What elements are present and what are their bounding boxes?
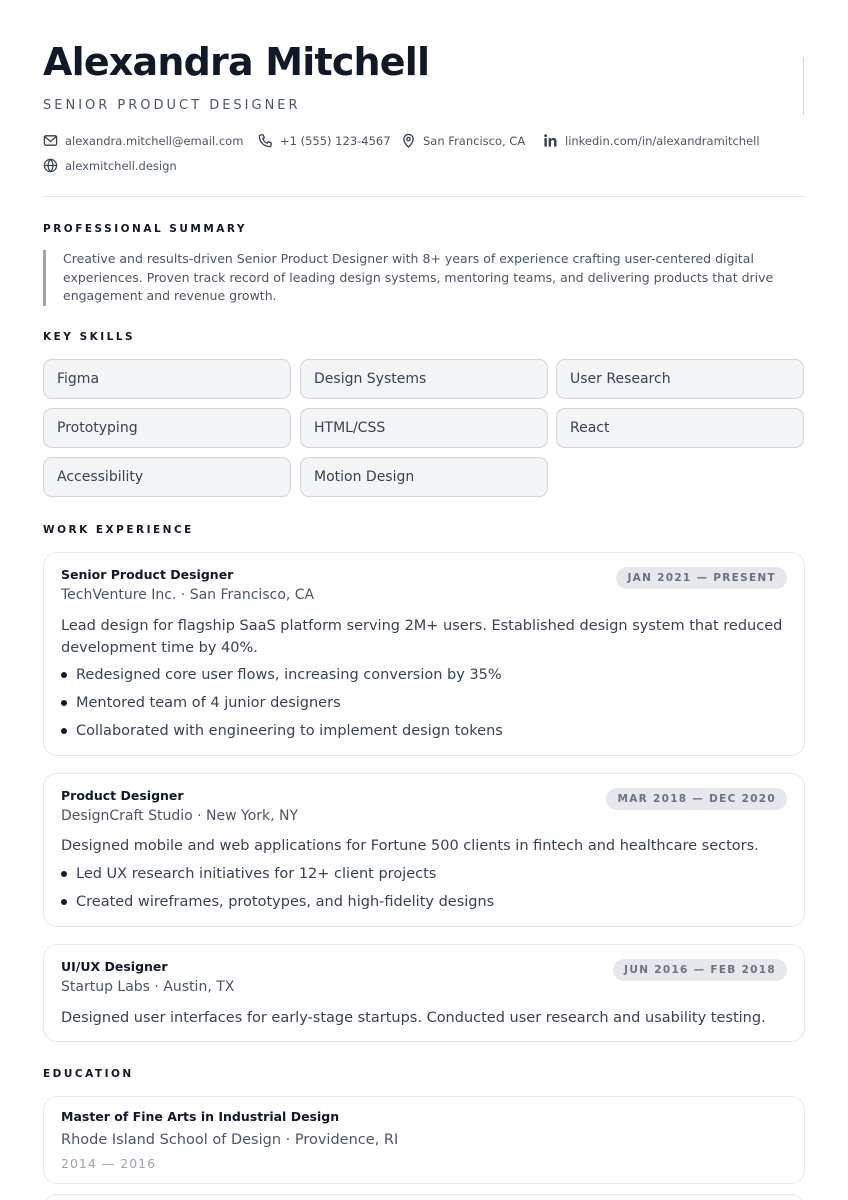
job-company: Startup Labs · Austin, TX — [61, 979, 235, 995]
job-description: Designed mobile and web applications for Fortune 500 clients in fintech and healthcare sectors. — [61, 838, 759, 854]
linkedin-icon — [543, 133, 558, 148]
job-title: Senior Product Designer — [61, 567, 234, 582]
job-date-badge: MAR 2018 — DEC 2020 — [606, 788, 787, 810]
job-company: TechVenture Inc. · San Francisco, CA — [61, 587, 315, 603]
job-date-badge: JUN 2016 — FEB 2018 — [613, 959, 787, 981]
job-card — [43, 552, 805, 756]
skill-chip: Accessibility — [43, 457, 291, 497]
job-bullet — [61, 866, 781, 882]
education-years: 2014 — 2016 — [61, 1156, 157, 1171]
bullet-text: Collaborated with engineering to implement design tokens — [76, 723, 503, 739]
skill-chip: Motion Design — [300, 457, 548, 497]
skill-chip: Figma — [43, 359, 291, 399]
map-pin-icon — [401, 133, 416, 148]
job-description: Designed user interfaces for early-stage startups. Conducted user research and usability testing. — [61, 1010, 766, 1026]
job-company: DesignCraft Studio · New York, NY — [61, 808, 299, 824]
bullet-dot — [61, 899, 67, 905]
contact-email[interactable] — [43, 133, 243, 148]
skills-heading: KEY SKILLS — [43, 331, 136, 343]
job-date-badge: JAN 2021 — PRESENT — [616, 567, 787, 589]
email-text: alexandra.mitchell@email.com — [65, 133, 244, 148]
summary-text: Creative and results-driven Senior Product Designer with 8+ years of experience crafting user-centered digital experiences. Proven track record of leading design systems, mentoring teams, and delivering products that drive engagement and revenue growth. — [43, 250, 805, 306]
contact-website[interactable] — [43, 158, 177, 173]
job-bullet — [61, 894, 781, 910]
globe-icon — [43, 158, 58, 173]
bullet-text: Mentored team of 4 junior designers — [76, 695, 341, 711]
education-school: Rhode Island School of Design · Providence, RI — [61, 1132, 399, 1148]
linkedin-text: linkedin.com/in/alexandramitchell — [565, 133, 760, 148]
skill-chip: React — [556, 408, 804, 448]
bullet-dot — [61, 728, 67, 734]
job-bullet — [61, 723, 781, 739]
job-bullet — [61, 667, 781, 683]
phone-icon — [258, 133, 273, 148]
header-divider — [803, 57, 804, 115]
bullet-dot — [61, 672, 67, 678]
skill-chip: HTML/CSS — [300, 408, 548, 448]
bullet-text: Redesigned core user flows, increasing conversion by 35% — [76, 667, 502, 683]
contact-linkedin[interactable] — [543, 133, 760, 148]
education-card-partial — [43, 1194, 805, 1200]
bullet-dot — [61, 871, 67, 877]
education-degree: Master of Fine Arts in Industrial Design — [61, 1109, 340, 1124]
candidate-name: Alexandra Mitchell — [43, 40, 430, 84]
skill-chip: Design Systems — [300, 359, 548, 399]
website-text: alexmitchell.design — [65, 158, 177, 173]
job-card — [43, 773, 805, 927]
phone-text: +1 (555) 123-4567 — [280, 133, 391, 148]
job-bullet — [61, 695, 781, 711]
job-description: Lead design for flagship SaaS platform serving 2M+ users. Established design system that reduced development time by 40%. — [61, 618, 783, 656]
bullet-dot — [61, 700, 67, 706]
summary-heading: PROFESSIONAL SUMMARY — [43, 223, 248, 235]
education-card — [43, 1096, 805, 1184]
candidate-role: SENIOR PRODUCT DESIGNER — [43, 98, 301, 113]
header-separator — [43, 196, 805, 197]
skills-grid — [43, 359, 805, 499]
job-card — [43, 944, 805, 1042]
bullet-text: Created wireframes, prototypes, and high-fidelity designs — [76, 894, 495, 910]
experience-heading: WORK EXPERIENCE — [43, 524, 194, 536]
job-title: Product Designer — [61, 788, 184, 803]
skill-chip: Prototyping — [43, 408, 291, 448]
contact-location — [401, 133, 525, 148]
contact-phone[interactable] — [258, 133, 391, 148]
bullet-text: Led UX research initiatives for 12+ client projects — [76, 866, 437, 882]
job-title: UI/UX Designer — [61, 959, 168, 974]
location-text: San Francisco, CA — [423, 133, 526, 148]
mail-icon — [43, 133, 58, 148]
education-heading: EDUCATION — [43, 1068, 134, 1080]
skill-chip: User Research — [556, 359, 804, 399]
